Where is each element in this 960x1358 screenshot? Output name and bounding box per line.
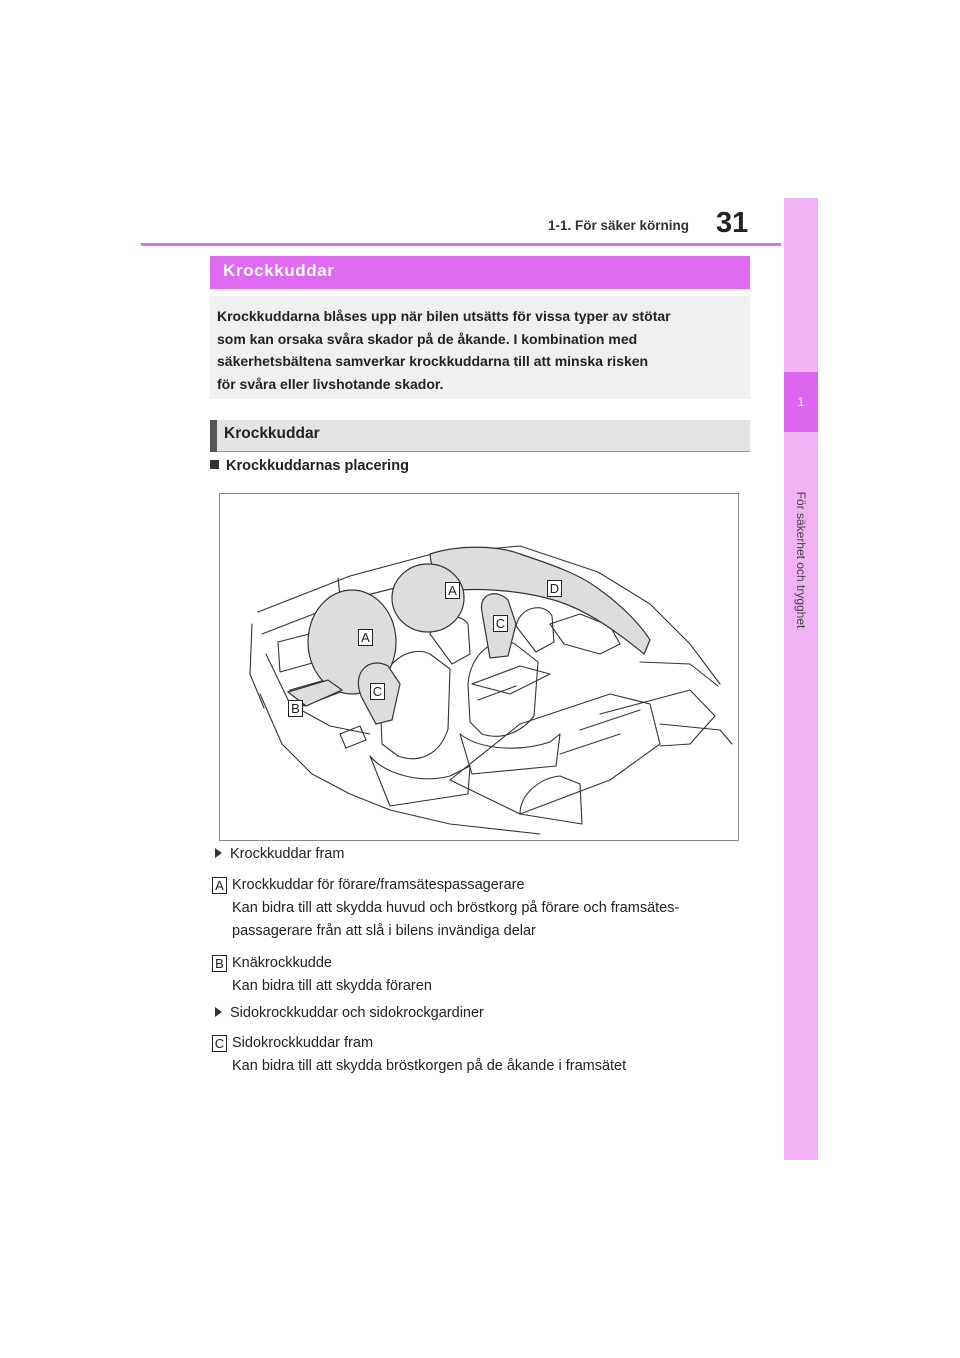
car-interior-illustration (220, 494, 738, 840)
item-title: Sidokrockkuddar fram (232, 1035, 374, 1051)
intro-line: som kan orsaka svåra skador på de åkande. I kombination med (217, 330, 638, 347)
header-rule (141, 243, 781, 246)
figure-label-b: B (288, 700, 303, 717)
chapter-number: 1 (784, 372, 818, 432)
section-heading: Krockkuddar (210, 256, 750, 289)
intro-line: Krockkuddarna blåses upp när bilen utsätts för vissa typer av stötar (217, 308, 671, 324)
intro-box (210, 296, 750, 399)
item-description: passagerare från att slå i bilens invändiga delar (232, 923, 536, 939)
item-title: Knäkrockkudde (232, 955, 332, 971)
figure-label-a: A (358, 629, 373, 646)
item-label-b: B (212, 955, 227, 972)
item-label-c: C (212, 1035, 227, 1052)
triangle-bullet-icon (215, 848, 222, 858)
item-text: Sidokrockkuddar och sidokrockgardiner (230, 1005, 484, 1021)
figure-label-d: D (547, 580, 562, 597)
square-bullet-icon (210, 460, 219, 469)
figure-label-c: C (370, 683, 385, 700)
page-number: 31 (716, 207, 749, 239)
section-title: 1-1. För säker körning (548, 218, 690, 233)
chapter-title: För säkerhet och trygghet (794, 491, 808, 629)
list-item (215, 846, 344, 862)
placement-heading (210, 458, 409, 474)
item-description: Kan bidra till att skydda bröstkorgen på de åkande i framsätet (232, 1058, 627, 1074)
airbag-figure (219, 493, 739, 841)
subheading (210, 420, 750, 452)
intro-line: för svåra eller livshotande skador. (217, 375, 444, 392)
subheading-marker (210, 420, 217, 452)
chapter-side-tab (784, 198, 818, 1160)
placement-heading-text: Krockkuddarnas placering (226, 458, 409, 474)
item-description: Kan bidra till att skydda föraren (232, 978, 432, 994)
figure-label-c: C (493, 615, 508, 632)
item-label-a: A (212, 877, 227, 894)
figure-label-a: A (445, 582, 460, 599)
item-text: Krockkuddar fram (230, 846, 345, 862)
item-title: Krockkuddar för förare/framsätespassagerare (232, 877, 525, 893)
triangle-bullet-icon (215, 1007, 222, 1017)
intro-line: säkerhetsbältena samverkar krockkuddarna till att minska risken (217, 353, 649, 369)
list-item (215, 1005, 484, 1021)
subheading-text: Krockkuddar (224, 425, 320, 442)
item-description: Kan bidra till att skydda huvud och bröstkorg på förare och framsätes- (232, 900, 680, 916)
